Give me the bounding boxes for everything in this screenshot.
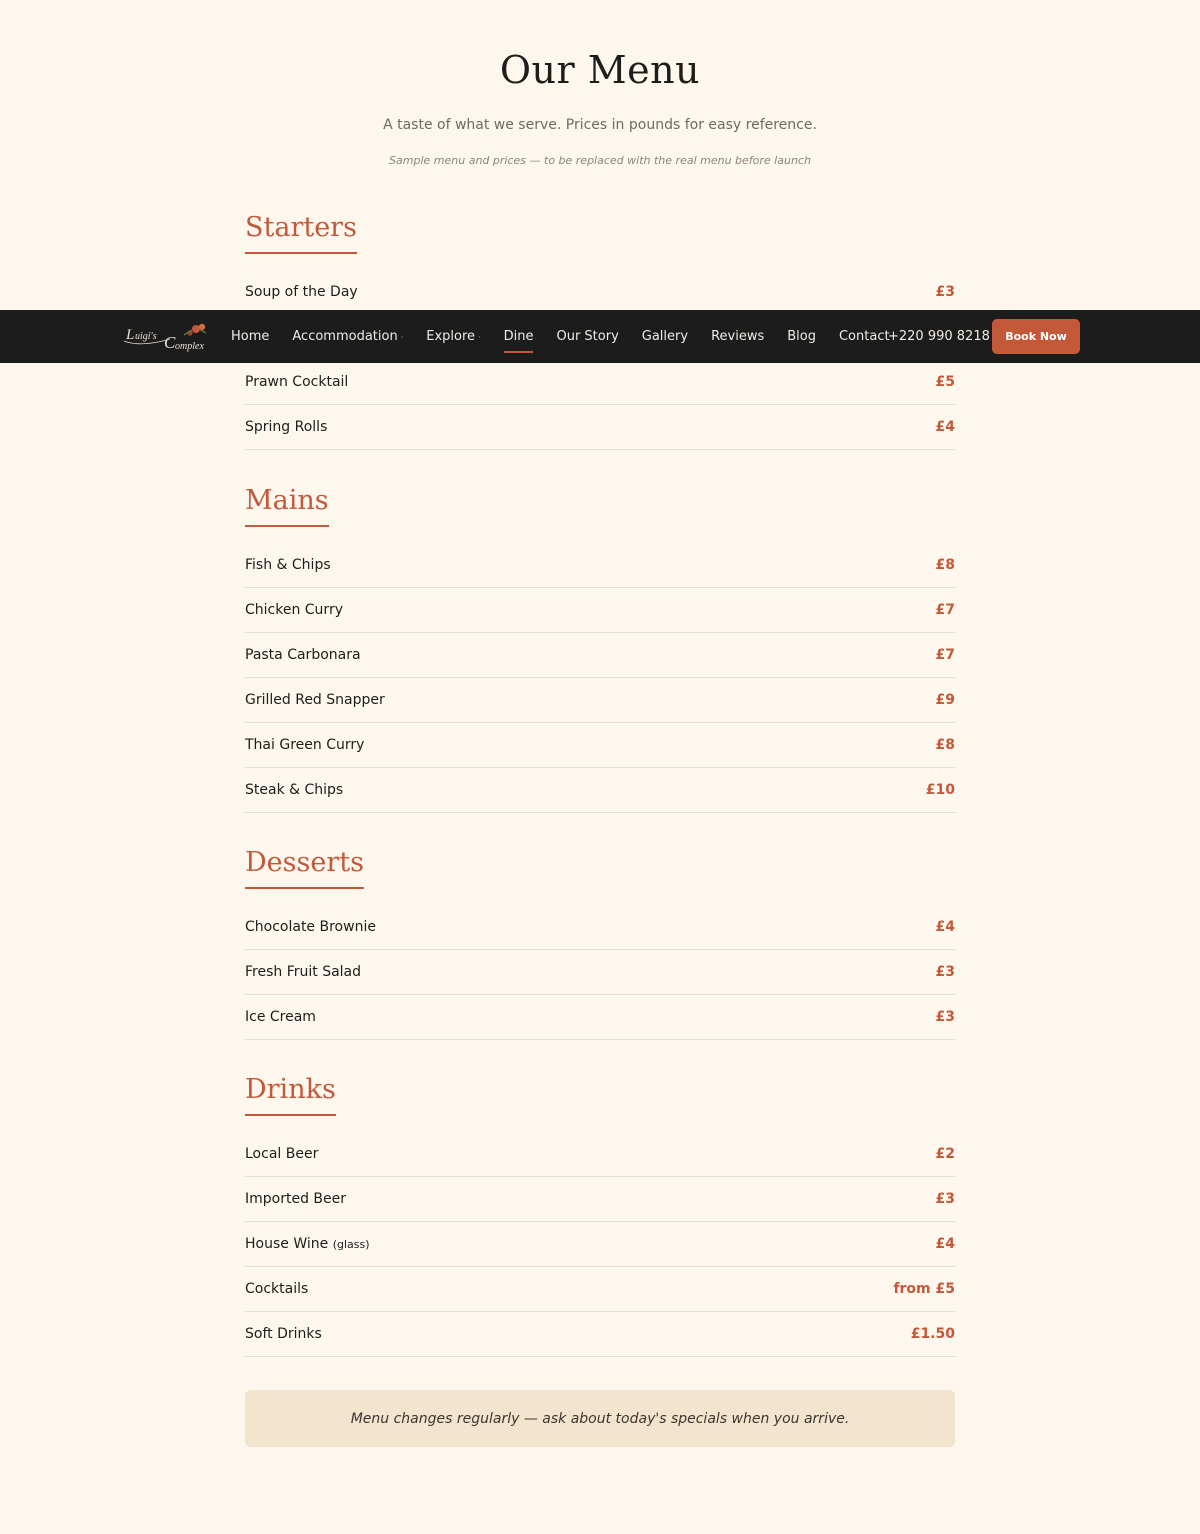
section-title: Starters [245,210,357,254]
section-items [245,543,955,813]
item-name: Fresh Fruit Salad [245,964,362,980]
section-title: Drinks [245,1072,336,1116]
specials-banner: Menu changes regularly — ask about today's specials when you arrive. [245,1390,955,1447]
dropdown-dot-icon: · [478,333,481,342]
svg-text:L: L [126,327,135,343]
item-name: Imported Beer [245,1191,347,1207]
item-name: Prawn Cocktail [245,374,349,390]
item-name: Chicken Curry [245,602,343,618]
logo-graphic [120,319,212,355]
nav-link-label: Accommodation [292,329,398,344]
item-price: £1.50 [910,1326,955,1342]
nav-link-contact[interactable] [839,329,890,344]
menu-item [245,1177,955,1222]
item-name: Pasta Carbonara [245,647,361,663]
sample-note: Sample menu and prices — to be replaced with the real menu before launch [389,154,811,167]
item-name: Grilled Red Snapper [245,692,385,708]
item-name: Spring Rolls [245,419,328,435]
nav-link-label: Blog [787,329,816,344]
page-title: Our Menu [499,48,701,92]
section-title: Mains [245,483,329,527]
nav-link-label: Explore [426,329,476,344]
section-items [245,905,955,1040]
item-note: (glass) [332,1238,370,1251]
svg-text:uigi's: uigi's [135,331,157,342]
item-name: Steak & Chips [245,782,344,798]
nav-link-accommodation[interactable] [292,329,403,344]
item-price: £9 [935,692,955,708]
nav-link-blog[interactable] [787,329,816,344]
menu-item [245,1312,955,1357]
menu-item [245,405,955,450]
item-name: Soft Drinks [245,1326,322,1342]
menu-item [245,768,955,813]
item-price: £4 [935,419,955,435]
item-price: £4 [935,1236,955,1252]
menu-item [245,950,955,995]
item-price: £4 [935,919,955,935]
menu-item [245,1132,955,1177]
main-navbar [0,310,1200,363]
item-price: £8 [935,557,955,573]
item-name: Chocolate Brownie [245,919,376,935]
nav-link-label: Contact [838,329,890,344]
book-now-button[interactable]: Book Now [992,319,1080,354]
item-price: from £5 [893,1281,955,1297]
item-name: House Wine [245,1236,329,1252]
nav-link-home[interactable] [231,329,269,344]
nav-link-gallery[interactable] [642,329,688,344]
menu-item [245,1267,955,1312]
phone-link[interactable]: +220 990 8218 [888,329,990,344]
menu-item [245,633,955,678]
item-name: Fish & Chips [245,557,331,573]
menu-section-drinks [245,1072,955,1357]
menu-item [245,270,955,315]
menu-item [245,588,955,633]
item-price: £2 [935,1146,955,1162]
section-items [245,1132,955,1357]
item-name: Soup of the Day [245,284,358,300]
menu-item [245,543,955,588]
menu-item [245,905,955,950]
page-subtitle: A taste of what we serve. Prices in pounds for easy reference. [383,117,817,133]
item-name-wrap [245,1236,370,1252]
menu-section-desserts [245,845,955,1040]
menu-item [245,678,955,723]
nav-link-reviews[interactable] [711,329,764,344]
item-price: £7 [935,647,955,663]
item-price: £3 [935,1191,955,1207]
item-name: Thai Green Curry [245,737,365,753]
menu-item [245,723,955,768]
nav-link-explore[interactable] [426,329,480,344]
menu-item [245,360,955,405]
site-logo[interactable] [120,319,212,355]
svg-text:C: C [164,333,176,352]
item-name: Ice Cream [245,1009,316,1025]
item-price: £3 [935,1009,955,1025]
nav-link-label: Home [231,329,270,344]
nav-link-dine[interactable] [504,329,534,344]
menu-item [245,1222,955,1267]
item-price: £10 [925,782,955,798]
item-price: £7 [935,602,955,618]
item-price: £3 [935,964,955,980]
nav-link-label: Reviews [711,329,765,344]
item-price: £8 [935,737,955,753]
menu-section-mains [245,483,955,813]
section-title: Desserts [245,845,364,889]
nav-link-label: Gallery [641,329,689,344]
nav-links [231,310,913,363]
nav-link-our-story[interactable] [556,329,618,344]
menu-item [245,995,955,1040]
dropdown-dot-icon: · [400,333,404,342]
item-price: £3 [935,284,955,300]
item-name: Local Beer [245,1146,319,1162]
item-price: £5 [935,374,955,390]
svg-text:omplex: omplex [175,341,204,352]
nav-link-label: Dine [503,329,534,344]
item-name: Cocktails [245,1281,309,1297]
nav-link-label: Our Story [556,329,619,344]
